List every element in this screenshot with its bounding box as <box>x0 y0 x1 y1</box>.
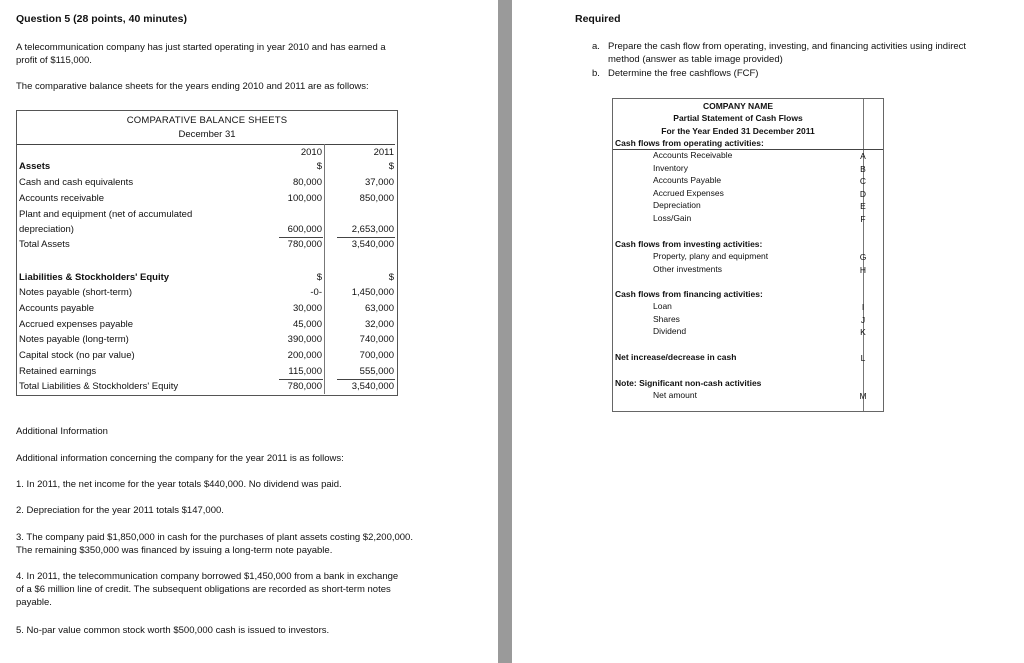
bs-value-2010: 200,000 <box>287 350 322 361</box>
cf-item-letter: K <box>860 327 866 337</box>
cf-item-label: Loan <box>653 301 672 311</box>
bs-row-label: Plant and equipment (net of accumulated <box>19 209 193 220</box>
bs-value-2011: 1,450,000 <box>351 287 394 298</box>
comparative-line: The comparative balance sheets for the years ending 2010 and 2011 are as follows: <box>16 81 369 92</box>
bs-year-1: 2010 <box>300 147 322 158</box>
cf-item-letter: E <box>860 201 866 211</box>
bs-value-2010: 100,000 <box>287 193 322 204</box>
bs-row-label: Notes payable (long-term) <box>19 334 129 345</box>
additional-item-1: 1. In 2011, the net income for the year totals $440,000. No dividend was paid. <box>16 479 342 490</box>
intro-line-1: A telecommunication company has just started operating in year 2010 and has earned a <box>16 42 386 53</box>
bs-value-2011: 37,000 <box>364 177 394 188</box>
bs-title: COMPARATIVE BALANCE SHEETS <box>126 115 288 126</box>
bs-row-label: depreciation) <box>19 224 74 235</box>
bs-value-2011: 63,000 <box>364 303 394 314</box>
cash-flow-statement <box>612 98 884 412</box>
bs-value-2011: 700,000 <box>359 350 394 361</box>
bs-value-2010: $ <box>316 272 322 283</box>
required-page <box>512 0 1024 663</box>
cf-period: For the Year Ended 31 December 2011 <box>661 126 815 136</box>
question-heading: Question 5 (28 points, 40 minutes) <box>16 13 187 25</box>
bs-row-label: Total Liabilities & Stockholders' Equity <box>19 381 179 392</box>
cf-note-letter: M <box>859 391 867 401</box>
cf-item-label: Other investments <box>653 263 722 274</box>
bs-value-2010: 390,000 <box>287 334 322 345</box>
cf-item-label: Accounts Receivable <box>653 150 733 160</box>
additional-item-5: 5. No-par value common stock worth $500,000 cash is issued to investors. <box>16 625 330 636</box>
cf-item-label: Accrued Expenses <box>653 187 724 198</box>
bs-value-2011: 3,540,000 <box>351 381 394 392</box>
bs-row-label: Assets <box>19 161 51 172</box>
bs-value-2011: 3,540,000 <box>351 239 394 250</box>
bs-value-2010: 780,000 <box>287 381 322 392</box>
bs-value-2011: 555,000 <box>359 366 394 377</box>
additional-item-3-line-2: The remaining $350,000 was financed by issuing a long-term note payable. <box>16 545 333 556</box>
bs-value-2010: 115,000 <box>288 366 322 377</box>
bs-value-2010: -0- <box>310 287 322 298</box>
bs-value-2011: 2,653,000 <box>351 224 394 235</box>
bs-value-2010: 780,000 <box>287 239 322 250</box>
bs-row-label: Accrued expenses payable <box>19 319 134 330</box>
cf-item-letter: D <box>859 188 867 199</box>
bs-value-2011: $ <box>388 161 394 172</box>
cf-item-letter: F <box>860 213 866 224</box>
cf-item-label: Shares <box>653 313 680 324</box>
required-a-line-1: Prepare the cash flow from operating, investing, and financing activities using indirect <box>608 41 967 52</box>
cf-note-item: Net amount <box>653 390 697 400</box>
required-heading: Required <box>575 13 621 25</box>
cf-statement: Partial Statement of Cash Flows <box>673 113 803 123</box>
bs-row-label: Accounts receivable <box>19 193 105 204</box>
cf-note-label: Note: Significant non-cash activities <box>615 378 762 388</box>
bs-row-label: Accounts payable <box>19 303 94 314</box>
intro-line-2: profit of $115,000. <box>16 55 92 66</box>
bs-subtitle: December 31 <box>178 129 236 140</box>
cf-item-letter: B <box>860 163 866 174</box>
cf-item-label: Loss/Gain <box>653 212 692 223</box>
bs-row-label: Cash and cash equivalents <box>19 177 134 188</box>
additional-intro: Additional information concerning the company for the year 2011 is as follows: <box>16 453 344 464</box>
cf-item-label: Dividend <box>653 326 687 336</box>
additional-item-2: 2. Depreciation for the year 2011 totals $147,000. <box>16 505 224 516</box>
cf-net-letter: L <box>860 353 866 363</box>
additional-heading: Additional Information <box>16 426 108 437</box>
cf-item-letter: A <box>860 151 866 161</box>
bs-row-label: Retained earnings <box>19 366 97 377</box>
required-a-marker: a. <box>592 41 600 52</box>
cf-financing-head: Cash flows from financing activities: <box>615 289 763 299</box>
bs-row-label: Notes payable (short-term) <box>19 287 132 298</box>
cf-item-label: Accounts Payable <box>653 175 722 185</box>
bs-year-2: 2011 <box>373 147 394 158</box>
bs-value-2010: 45,000 <box>292 319 322 330</box>
cf-operating-head: Cash flows from operating activities: <box>615 138 764 148</box>
bs-value-2010: 80,000 <box>292 177 322 188</box>
cf-item-label: Property, plany and equipment <box>653 251 769 261</box>
cf-item-letter: J <box>860 314 866 325</box>
required-a-line-2: method (answer as table image provided) <box>608 54 783 65</box>
additional-item-4-line-3: payable. <box>16 597 52 608</box>
bs-value-2011: $ <box>388 272 394 283</box>
bs-value-2010: $ <box>316 161 322 172</box>
cf-item-letter: C <box>859 176 867 186</box>
question-page <box>0 0 498 663</box>
additional-item-3-line-1: 3. The company paid $1,850,000 in cash for the purchases of plant assets costing $2,200,000. <box>16 532 413 543</box>
cf-item-label: Inventory <box>653 162 688 173</box>
bs-row-label: Total Assets <box>19 239 70 250</box>
cf-investing-head: Cash flows from investing activities: <box>615 239 763 249</box>
required-b-marker: b. <box>592 68 600 79</box>
bs-row-label: Capital stock (no par value) <box>19 350 135 361</box>
bs-row-label: Liabilities & Stockholders' Equity <box>19 272 170 283</box>
bs-value-2011: 850,000 <box>359 193 394 204</box>
bs-value-2010: 600,000 <box>287 224 322 235</box>
cf-company: COMPANY NAME <box>702 101 774 111</box>
required-b-line-1: Determine the free cashflows (FCF) <box>608 68 759 79</box>
cf-item-letter: H <box>859 264 867 275</box>
additional-item-4-line-2: of a $6 million line of credit. The subsequent obligations are recorded as short-term notes <box>16 584 391 595</box>
cf-item-letter: G <box>859 252 867 262</box>
bs-value-2010: 30,000 <box>292 303 322 314</box>
balance-sheet-table <box>16 110 398 396</box>
cf-item-label: Depreciation <box>653 200 701 210</box>
additional-item-4-line-1: 4. In 2011, the telecommunication company borrowed $1,450,000 from a bank in exchange <box>16 571 399 582</box>
cf-item-letter: I <box>861 302 865 312</box>
cf-net-label: Net increase/decrease in cash <box>615 352 737 362</box>
bs-value-2011: 32,000 <box>364 319 394 330</box>
bs-value-2011: 740,000 <box>359 334 394 345</box>
